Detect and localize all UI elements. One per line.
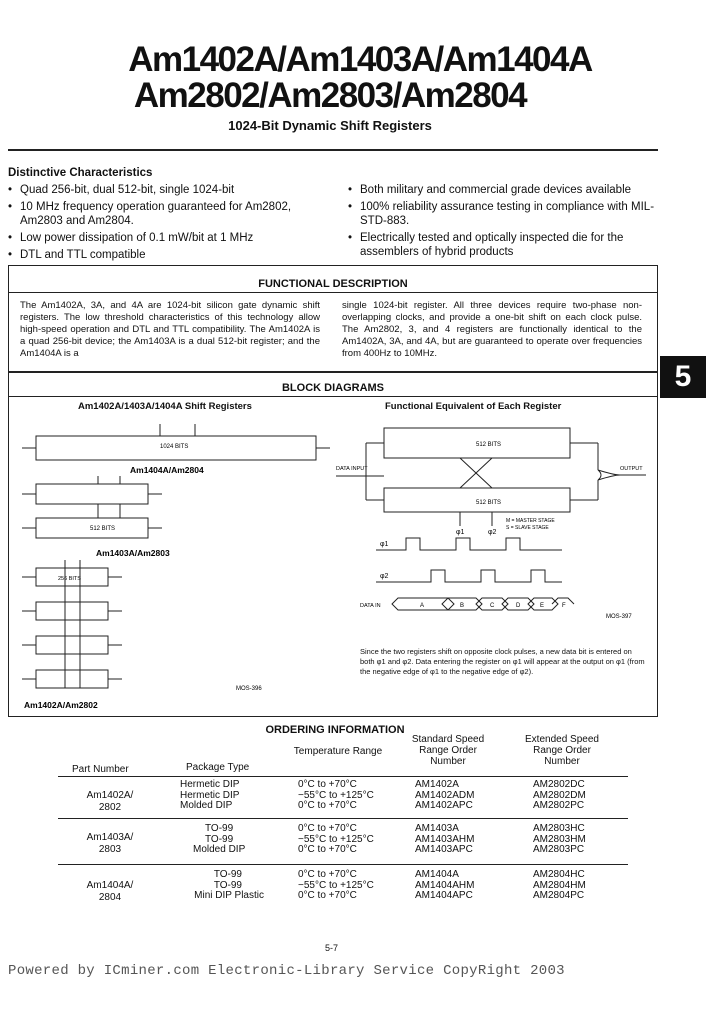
- ext-column: [533, 824, 586, 856]
- part-number: Am1402A/ 2802: [86, 790, 134, 813]
- std-column: [415, 870, 474, 902]
- temp-range: 0°C to +70°C: [298, 823, 357, 834]
- phi1-pin-label: φ1: [456, 529, 465, 536]
- functional-equivalent-diagram: [336, 414, 654, 654]
- label-1402: Am1402A/Am2802: [24, 700, 98, 710]
- ext-order-number: AM2802DC: [533, 779, 585, 790]
- temp-range: 0°C to +70°C: [298, 869, 357, 880]
- ext-order-number: AM2804PC: [533, 890, 585, 901]
- section-tab: 5: [660, 356, 706, 398]
- functional-text-right: single 1024-bit register. All three devices require two-phase non-overlapping clocks, and provide a one-bit shift on each clock pulse. The Am2802, 3, and 4 registers are functionally identical to the Am1402A, 3A, and 4A, but are guaranteed to operate over frequencies from 400Hz to 10MHz.: [342, 300, 642, 359]
- group-rule: [58, 864, 628, 865]
- bits-1024-label: 1024 BITS: [160, 444, 189, 450]
- package-type: Hermetic DIP: [180, 779, 240, 790]
- ext-order-number: AM2802PC: [533, 800, 585, 811]
- temp-range: 0°C to +70°C: [298, 844, 357, 855]
- package-type: TO-99: [213, 879, 242, 891]
- clock-note: Since the two registers shift on opposite clock pulses, a new data bit is entered on both φ1 and φ2. Data entering the register on φ1 will appear at the output on φ1 (from the negative edge of φ1 to the negative edge of φ2).: [360, 647, 645, 676]
- data-input-label: DATA INPUT: [336, 466, 368, 472]
- package-column: [193, 823, 246, 856]
- master-stage-label: M = MASTER STAGE: [506, 518, 555, 524]
- std-order-number: AM1402APC: [415, 800, 473, 811]
- col-std-header: Standard Speed Range Order Number: [411, 734, 485, 767]
- temp-range: −55°C to +125°C: [298, 789, 374, 801]
- list-item: • Both military and commercial grade devices available: [348, 183, 658, 197]
- functional-rule: [8, 292, 658, 293]
- package-type: TO-99: [205, 833, 234, 845]
- ext-order-number: AM2803PC: [533, 844, 585, 855]
- functional-text-left: The Am1402A, 3A, and 4A are 1024-bit silicon gate dynamic shift registers. The low threshold characteristics of this technology allow high-speed operation and DTL and TTL compatibility. The Am1402A is a quad 256-bit device; the Am1403A is a dual 512-bit register; and the Am1404A is a: [20, 300, 320, 359]
- part-number: Am1403A/ 2803: [86, 832, 134, 855]
- package-type: Molded DIP: [193, 844, 246, 855]
- group-rule: [58, 818, 628, 819]
- register-256-block-d: [36, 670, 108, 688]
- list-item: • Electrically tested and optically inspected die for the assemblers of hybrid products: [348, 231, 658, 259]
- temp-column: [298, 780, 374, 812]
- register-256-block-c: [36, 636, 108, 654]
- footer-watermark: Powered by ICminer.com Electronic-Library Service CopyRight 2003: [8, 963, 565, 979]
- temp-range: 0°C to +70°C: [298, 890, 357, 901]
- data-cell: C: [490, 603, 495, 609]
- characteristics-left-list: [8, 183, 333, 265]
- shift-register-diagram: [10, 414, 340, 714]
- register-256-block-b: [36, 602, 108, 620]
- data-in-label: DATA IN: [360, 603, 381, 609]
- phi2-waveform: [376, 570, 562, 582]
- std-order-number: AM1402ADM: [415, 789, 475, 801]
- bits-256-label: 256 BITS: [58, 576, 81, 582]
- std-order-number: AM1404APC: [415, 890, 473, 901]
- col-pkg-header: Package Type: [186, 762, 250, 773]
- phi2-wave-label: φ2: [380, 573, 389, 580]
- data-cell: F: [562, 603, 566, 609]
- title-rule: [8, 149, 658, 151]
- data-cell: A: [420, 603, 425, 609]
- std-order-number: AM1403AHM: [415, 833, 475, 845]
- ext-order-number: AM2803HM: [533, 833, 586, 845]
- title-line-2: Am2802/Am2803/Am2804: [133, 76, 527, 115]
- list-item: • 100% reliability assurance testing in compliance with MIL-STD-883.: [348, 200, 658, 228]
- list-item: • Quad 256-bit, dual 512-bit, single 1024-bit: [8, 183, 333, 197]
- list-item: • 10 MHz frequency operation guaranteed for Am2802, Am2803 and Am2804.: [8, 200, 333, 228]
- package-type: Mini DIP Plastic: [194, 890, 264, 901]
- block-rule: [8, 396, 658, 397]
- ext-order-number: AM2804HC: [533, 869, 585, 880]
- package-column: [184, 870, 264, 902]
- temp-range: −55°C to +125°C: [298, 833, 374, 845]
- ext-order-number: AM2802DM: [533, 789, 586, 801]
- phi1-waveform: [376, 538, 562, 550]
- bits-512-label: 512 BITS: [90, 526, 116, 532]
- left-diagram-title: Am1402A/1403A/1404A Shift Registers: [78, 401, 252, 412]
- package-type: Molded DIP: [180, 800, 233, 811]
- std-order-number: AM1403APC: [415, 844, 473, 855]
- table-row: [180, 780, 239, 812]
- characteristics-right-list: [348, 183, 658, 262]
- page-number: 5-7: [325, 943, 339, 953]
- package-type: TO-99: [205, 823, 234, 834]
- std-column: [415, 824, 474, 856]
- register-512-block-a: [36, 484, 148, 504]
- phi1-wave-label: φ1: [380, 541, 389, 548]
- part-number: Am1404A/ 2804: [86, 880, 134, 903]
- ordering-heading: ORDERING INFORMATION: [265, 724, 405, 736]
- package-type: Hermetic DIP: [180, 789, 240, 801]
- characteristics-heading: Distinctive Characteristics: [8, 167, 153, 179]
- ordering-header-rule: [58, 776, 628, 777]
- data-cell: E: [540, 603, 545, 609]
- ext-order-number: AM2803HC: [533, 823, 585, 834]
- label-1404: Am1404A/Am2804: [130, 465, 204, 475]
- list-item: • DTL and TTL compatible: [8, 248, 333, 262]
- temp-range: −55°C to +125°C: [298, 879, 374, 891]
- output-label: OUTPUT: [620, 466, 643, 472]
- or-gate: [598, 470, 620, 480]
- temp-range: 0°C to +70°C: [298, 779, 357, 790]
- std-order-number: AM1404AHM: [415, 879, 475, 891]
- title-line-1: Am1402A/Am1403A/Am1404A: [128, 40, 592, 79]
- mos-right-label: MOS-397: [606, 614, 632, 620]
- col-ext-header: Extended Speed Range Order Number: [525, 734, 599, 767]
- temp-column: [298, 824, 374, 856]
- right-diagram-title: Functional Equivalent of Each Register: [385, 401, 562, 412]
- functional-heading: FUNCTIONAL DESCRIPTION: [258, 278, 408, 290]
- lower-bits-label: 512 BITS: [476, 500, 502, 506]
- ext-column: [533, 780, 586, 812]
- slave-stage-label: S = SLAVE STAGE: [506, 525, 549, 531]
- label-1403: Am1403A/Am2803: [96, 548, 170, 558]
- ext-column: [533, 870, 586, 902]
- data-cell: B: [460, 603, 465, 609]
- temp-range: 0°C to +70°C: [298, 800, 357, 811]
- package-type: TO-99: [213, 869, 242, 880]
- col-temp-header: Temperature Range: [293, 746, 383, 757]
- std-column: [415, 780, 474, 812]
- ext-order-number: AM2804HM: [533, 879, 586, 891]
- upper-bits-label: 512 BITS: [476, 442, 502, 448]
- std-order-number: AM1402A: [415, 779, 459, 790]
- phi2-pin-label: φ2: [488, 529, 497, 536]
- std-order-number: AM1403A: [415, 823, 459, 834]
- list-item: • Low power dissipation of 0.1 mW/bit at 1 MHz: [8, 231, 333, 245]
- std-order-number: AM1404A: [415, 869, 459, 880]
- data-cell: D: [516, 603, 521, 609]
- mos-left-label: MOS-396: [236, 686, 262, 692]
- col-part-header: Part Number: [72, 764, 129, 775]
- block-diagrams-heading: BLOCK DIAGRAMS: [281, 382, 385, 394]
- temp-column: [298, 870, 374, 902]
- subtitle: 1024-Bit Dynamic Shift Registers: [228, 118, 432, 133]
